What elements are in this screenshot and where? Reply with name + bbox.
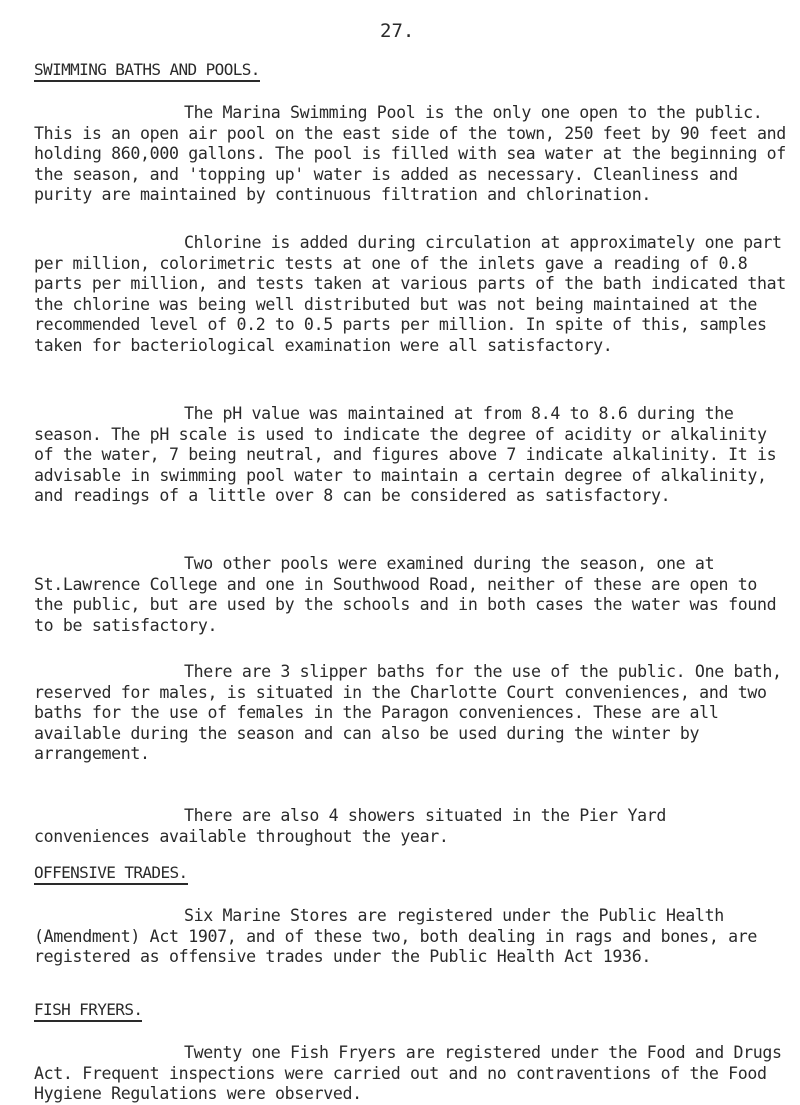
paragraph-marine-stores: Six Marine Stores are registered under the Public Health (Amendment) Act 1907, and of these two, both dealing in rags and bones, are registered as offensive trades under the Public Health Act 1936. — [34, 906, 767, 967]
paragraph-slipper-baths: There are 3 slipper baths for the use of the public. One bath, reserved for males, is situated in the Charlotte Court conveniences, and two baths for the use of females in the Paragon conveniences. These are all available during the season and can also be used during the winter by arrangement. — [34, 662, 792, 764]
paragraph-chlorine: Chlorine is added during circulation at approximately one part per million, colorimetric tests at one of the inlets gave a reading of 0.8 parts per million, and tests taken at various parts of the bath indicated that the chlorine was being well distributed but was not being maintained at the recommended level of 0.2 to 0.5 parts per million. In spite of this, samples taken for bacteriological examination were all satisfactory. — [34, 233, 796, 355]
paragraph-fish-fryers: Twenty one Fish Fryers are registered under the Food and Drugs Act. Frequent inspections were carried out and no contraventions of the Food Hygiene Regulations were observed. — [34, 1043, 792, 1104]
paragraph-showers: There are also 4 showers situated in the Pier Yard conveniences available throughout the year. — [34, 806, 676, 846]
paragraph-marina-pool: The Marina Swimming Pool is the only one open to the public. This is an open air pool on the east side of the town, 250 feet by 90 feet and holding 860,000 gallons. The pool is filled with sea water at the beginning of the season, and 'topping up' water is added as necessary. Cleanliness and purity are maintained by continuous filtration and chlorination. — [34, 103, 796, 205]
page-number: 27. — [380, 20, 415, 42]
section-heading-swimming-baths: SWIMMING BATHS AND POOLS. — [34, 60, 260, 82]
paragraph-other-pools: Two other pools were examined during the season, one at St.Lawrence College and one in Southwood Road, neither of these are open to the public, but are used by the schools and in both cases the water was found to be satisfactory. — [34, 554, 786, 635]
section-heading-offensive-trades: OFFENSIVE TRADES. — [34, 863, 188, 885]
section-heading-fish-fryers: FISH FRYERS. — [34, 1000, 142, 1022]
paragraph-ph-value: The pH value was maintained at from 8.4 to 8.6 during the season. The pH scale is used to indicate the degree of acidity or alkalinity of the water, 7 being neutral, and figures above 7 indicate alkalinity. It is advisable in swimming pool water to maintain a certain degree of alkalinity, and readings of a little over 8 can be considered as satisfactory. — [34, 404, 786, 506]
